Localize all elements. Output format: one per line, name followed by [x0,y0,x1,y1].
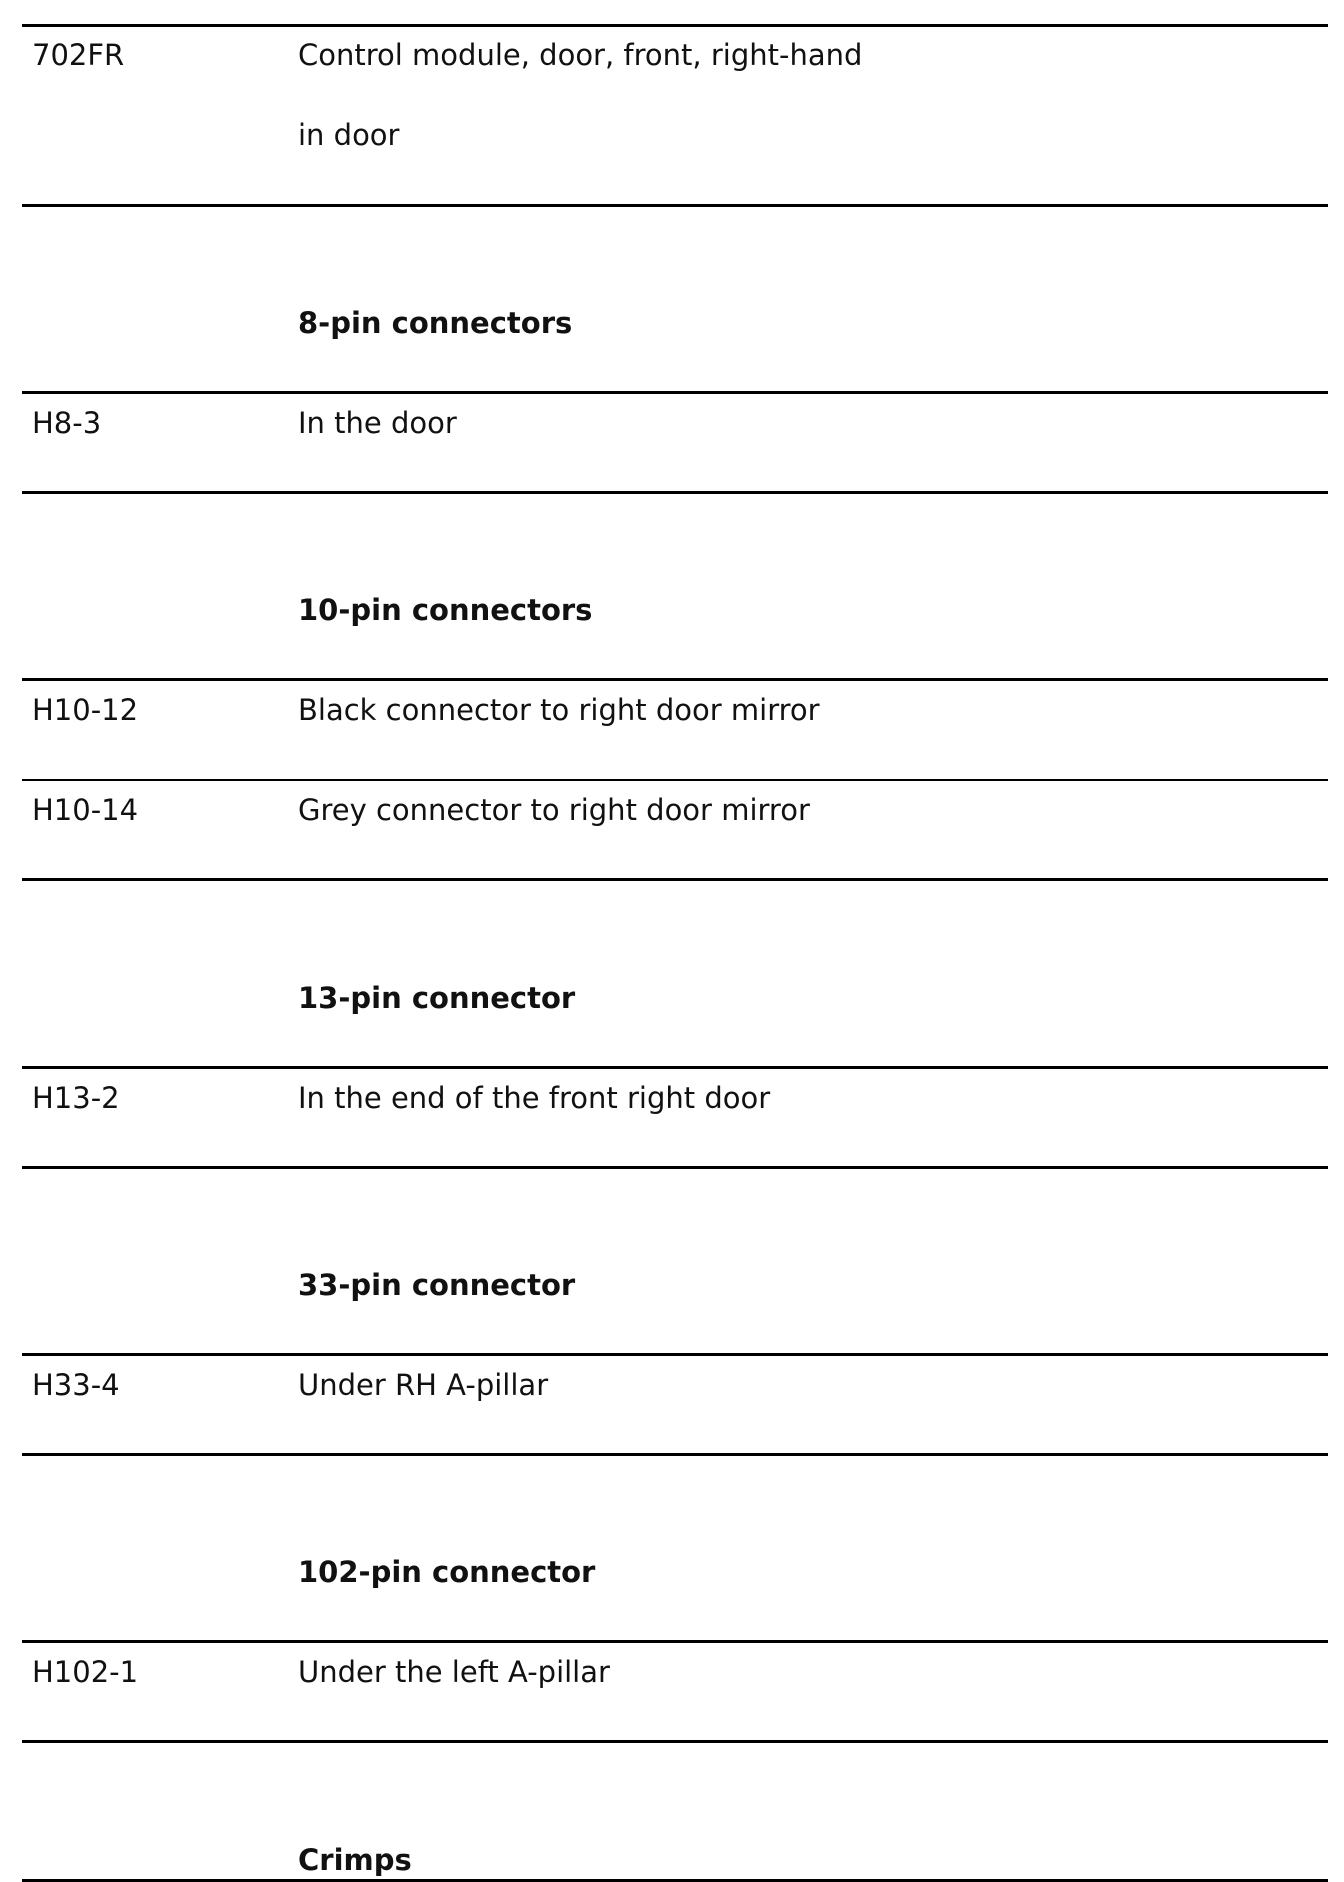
section-bottom-rule-8-pin [22,491,1328,494]
connector-code: H33-4 [32,1368,120,1402]
section-top-rule-10-pin [22,678,1328,681]
section-top-rule-102-pin [22,1640,1328,1643]
connector-code: H10-12 [32,693,139,727]
connector-description: In the end of the front right door [298,1081,771,1115]
section-bottom-rule-10-pin [22,878,1328,881]
component-description: Control module, door, front, right-hand [298,38,863,72]
connector-description: Under the left A-pillar [298,1655,610,1689]
section-bottom-rule-13-pin [22,1166,1328,1169]
section-heading-13-pin: 13-pin connector [298,981,576,1015]
section-heading-33-pin: 33-pin connector [298,1268,576,1302]
section-heading-102-pin: 102-pin connector [298,1555,596,1589]
connector-description: Under RH A-pillar [298,1368,549,1402]
component-bottom-rule [22,204,1328,207]
component-location: in door [298,118,400,152]
section-top-rule-33-pin [22,1353,1328,1356]
section-heading-8-pin: 8-pin connectors [298,306,573,340]
row-divider [22,779,1328,781]
connector-code: H13-2 [32,1081,120,1115]
connector-code: H102-1 [32,1655,139,1689]
connector-description: Grey connector to right door mirror [298,793,810,827]
connector-description: Black connector to right door mirror [298,693,820,727]
connector-description: In the door [298,406,457,440]
connector-code: H10-14 [32,793,139,827]
section-top-rule-8-pin [22,391,1328,394]
section-top-rule-13-pin [22,1066,1328,1069]
connector-code: H8-3 [32,406,102,440]
section-bottom-rule-33-pin [22,1453,1328,1456]
section-bottom-rule-102-pin [22,1740,1328,1743]
top-rule [22,24,1328,27]
section-heading-10-pin: 10-pin connectors [298,593,593,627]
component-code: 702FR [32,38,125,72]
section-heading-crimps: Crimps [298,1843,412,1877]
